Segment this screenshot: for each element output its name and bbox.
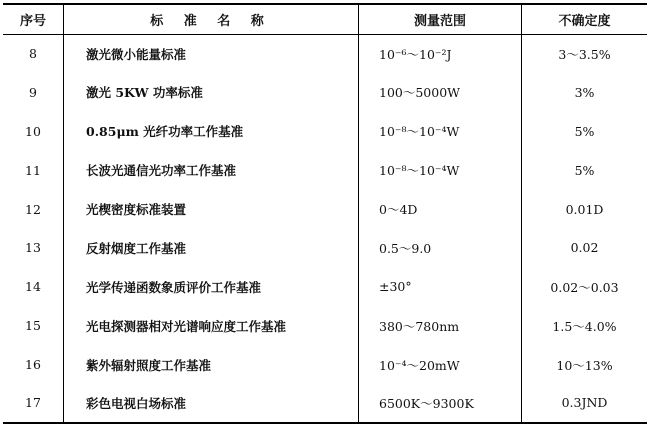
header-standard-name: 标 准 名 称 <box>64 4 359 34</box>
cell-measurement-range: 10⁻⁸～10⁻⁴W <box>359 112 522 151</box>
table-row <box>3 112 647 151</box>
cell-uncertainty: 10～13% <box>522 345 648 384</box>
cell-uncertainty: 5% <box>522 151 648 190</box>
cell-standard-name: 光学传递函数象质评价工作基准 <box>64 267 359 306</box>
cell-serial-number: 12 <box>25 201 41 217</box>
cell-uncertainty: 5% <box>522 112 648 151</box>
cell-serial-number: 14 <box>25 279 41 295</box>
cell-measurement-range: 10⁻⁴～20mW <box>359 345 522 384</box>
cell-uncertainty: 0.02 <box>522 228 648 267</box>
cell-uncertainty: 1.5～4.0% <box>522 306 648 345</box>
cell-standard-name: 长波光通信光功率工作基准 <box>64 151 359 190</box>
cell-serial-number: 16 <box>25 357 41 373</box>
cell-measurement-range: 100～5000W <box>359 73 522 112</box>
cell-standard-name: 激光微小能量标准 <box>64 34 359 73</box>
table-row <box>3 190 647 229</box>
cell-uncertainty: 0.02～0.03 <box>522 267 648 306</box>
cell-measurement-range: 10⁻⁶～10⁻²J <box>359 34 522 73</box>
cell-uncertainty: 3% <box>522 73 648 112</box>
cell-serial-number: 9 <box>29 84 37 100</box>
header-measurement-range: 测量范围 <box>359 4 522 34</box>
cell-measurement-range: 6500K～9300K <box>359 384 522 423</box>
cell-measurement-range: 380～780nm <box>359 306 522 345</box>
cell-standard-name: 彩色电视白场标准 <box>64 384 359 423</box>
cell-serial-number: 13 <box>25 240 41 256</box>
cell-standard-name: 光楔密度标准装置 <box>64 190 359 229</box>
table-row <box>3 73 647 112</box>
table-row <box>3 228 647 267</box>
cell-standard-name: 紫外辐射照度工作基准 <box>64 345 359 384</box>
cell-measurement-range: 0～4D <box>359 190 522 229</box>
cell-uncertainty: 3～3.5% <box>522 34 648 73</box>
cell-serial-number: 8 <box>29 46 37 62</box>
table-row <box>3 345 647 384</box>
table-row <box>3 384 647 423</box>
cell-measurement-range: 0.5～9.0 <box>359 228 522 267</box>
standards-table <box>3 3 647 424</box>
header-serial-number: 序号 <box>3 4 64 34</box>
cell-standard-name: 光电探测器相对光谱响应度工作基准 <box>64 306 359 345</box>
cell-uncertainty: 0.3JND <box>522 384 648 423</box>
table-row <box>3 151 647 190</box>
table-row <box>3 306 647 345</box>
cell-serial-number: 11 <box>25 162 41 178</box>
cell-measurement-range: ±30° <box>359 267 522 306</box>
header-uncertainty: 不确定度 <box>522 4 648 34</box>
table-row <box>3 267 647 306</box>
cell-standard-name: 激光 5KW 功率标准 <box>64 73 359 112</box>
cell-serial-number: 15 <box>25 318 41 334</box>
cell-measurement-range: 10⁻⁸～10⁻⁴W <box>359 151 522 190</box>
table-row <box>3 34 647 73</box>
cell-uncertainty: 0.01D <box>522 190 648 229</box>
cell-standard-name: 0.85μm 光纤功率工作基准 <box>64 112 359 151</box>
cell-standard-name: 反射烟度工作基准 <box>64 228 359 267</box>
cell-serial-number: 10 <box>25 123 41 139</box>
cell-serial-number: 17 <box>3 384 64 423</box>
table-header-row <box>3 4 647 34</box>
